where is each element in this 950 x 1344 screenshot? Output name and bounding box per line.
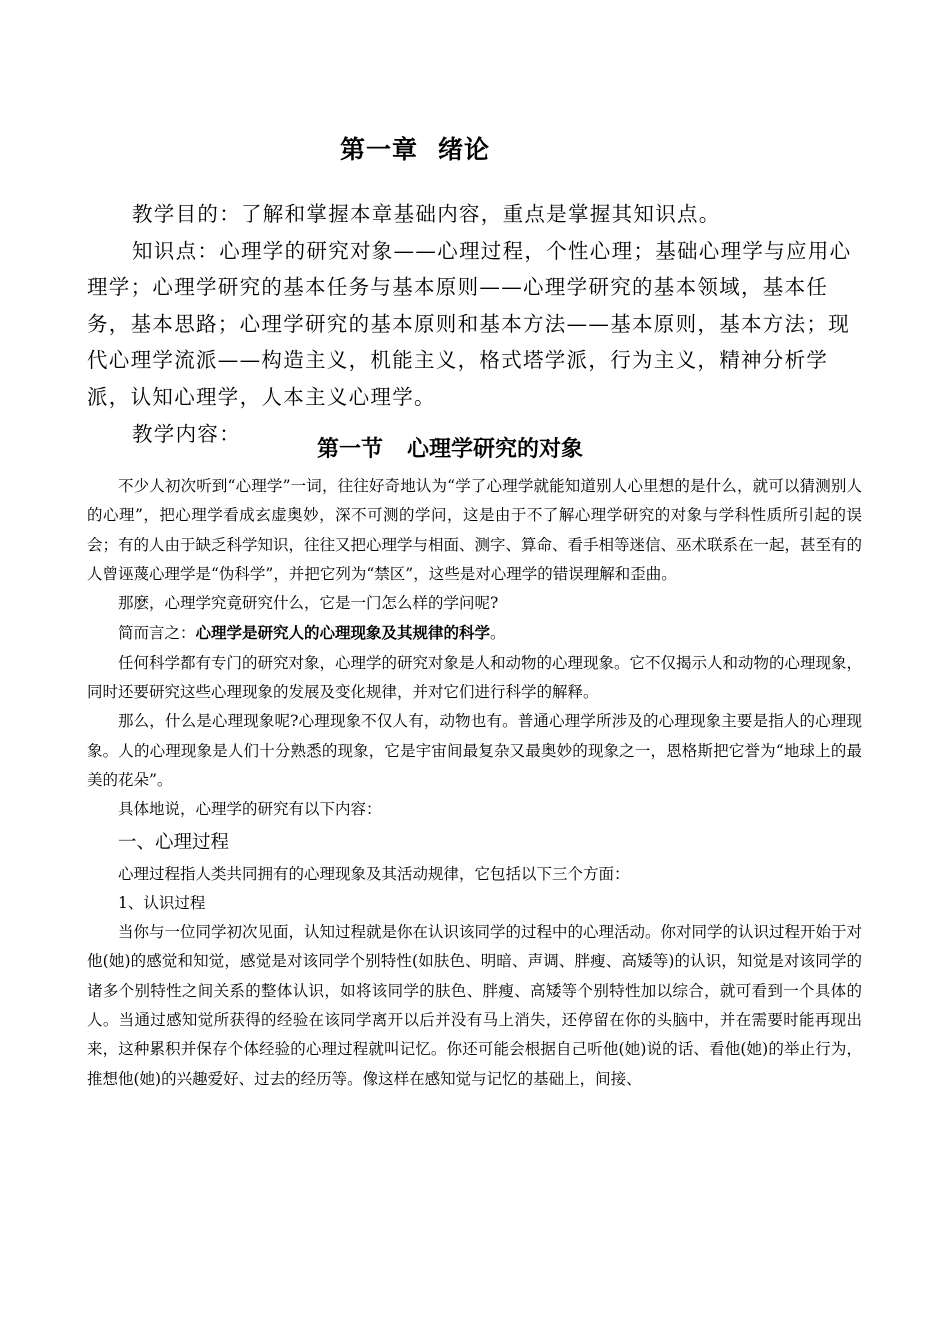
chapter-title bbox=[0, 130, 830, 166]
knowledge-points: 知识点：心理学的研究对象——心理过程，个性心理；基础心理学与应用心理学；心理学研究的基本任务与基本原则——心理学研究的基本领域，基本任务，基本思路；心理学研究的基本原则和基本方法——基本原则，基本方法；现代心理学流派——构造主义，机能主义，格式塔学派，行为主义，精神分析学派，认知心理学，人本主义心理学。 bbox=[87, 238, 852, 409]
section-number: 第一节 bbox=[316, 437, 383, 462]
paragraph: 那么，什么是心理现象呢?心理现象不仅人有，动物也有。普通心理学所涉及的心理现象主要是指人的心理现象。人的心理现象是人们十分熟悉的现象，它是宇宙间最复杂又最奥妙的现象之一，恩格斯把它誉为“地球上的最美的花朵”。 bbox=[87, 712, 862, 789]
definition-text: 心理学是研究人的心理现象及其规律的科学 bbox=[195, 623, 491, 643]
section-name: 心理学研究的对象 bbox=[407, 437, 584, 462]
section-body bbox=[87, 472, 862, 1094]
subheading-numbered: 1、认识过程 bbox=[118, 893, 206, 912]
subheading: 一、心理过程 bbox=[118, 831, 230, 853]
teaching-intro bbox=[87, 196, 867, 452]
chapter-number: 第一章 bbox=[339, 135, 418, 164]
paragraph: 当你与一位同学初次见面，认知过程就是你在认识该同学的过程中的心理活动。你对同学的认识过程开始于对他(她)的感觉和知觉，感觉是对该同学个别特性(如肤色、明暗、声调、胖瘦、高矮等)的认识，知觉是对该同学的诸多个别特性之间关系的整体认识，如将该同学的肤色、胖瘦、高矮等个别特性加以综合，就可看到一个具体的人。当通过感知觉所获得的经验在该同学离开以后并没有马上消失，还停留在你的头脑中，并在需要时能再现出来，这种累积并保存个体经验的心理过程就叫记忆。你还可能会根据自己听他(她)说的话、看他(她)的举止行为，推想他(她)的兴趣爱好、过去的经历等。像这样在感知觉与记忆的基础上，间接、 bbox=[87, 923, 863, 1088]
paragraph: 具体地说，心理学的研究有以下内容： bbox=[118, 800, 382, 819]
definition-paragraph bbox=[87, 618, 862, 648]
definition-suffix: 。 bbox=[490, 624, 506, 643]
paragraph: 那麽，心理学究竟研究什么，它是一门怎么样的学问呢? bbox=[118, 594, 499, 613]
paragraph: 不少人初次听到“心理学”一词，往往好奇地认为“学了心理学就能知道别人心里想的是什么，就可以猜测别人的心理”，把心理学看成玄虚奥妙，深不可测的学问，这是由于不了解心理学研究的对象与学科性质所引起的误会；有的人由于缺乏科学知识，往往又把心理学与相面、测字、算命、看手相等迷信、巫术联系在一起，甚至有的人曾诬蔑心理学是“伪科学”，并把它列为“禁区”，这些是对心理学的错误理解和歪曲。 bbox=[87, 477, 863, 583]
chapter-name: 绪论 bbox=[438, 135, 491, 164]
definition-prefix: 简而言之： bbox=[118, 624, 196, 643]
teaching-content-label: 教学内容： bbox=[132, 421, 241, 446]
teaching-goal: 教学目的：了解和掌握本章基础内容，重点是掌握其知识点。 bbox=[132, 202, 721, 226]
paragraph: 心理过程指人类共同拥有的心理现象及其活动规律，它包括以下三个方面： bbox=[118, 864, 630, 883]
paragraph: 任何科学都有专门的研究对象，心理学的研究对象是人和动物的心理现象。它不仅揭示人和动物的心理现象，同时还要研究这些心理现象的发展及变化规律，并对它们进行科学的解释。 bbox=[87, 653, 863, 702]
section-title bbox=[0, 432, 900, 463]
